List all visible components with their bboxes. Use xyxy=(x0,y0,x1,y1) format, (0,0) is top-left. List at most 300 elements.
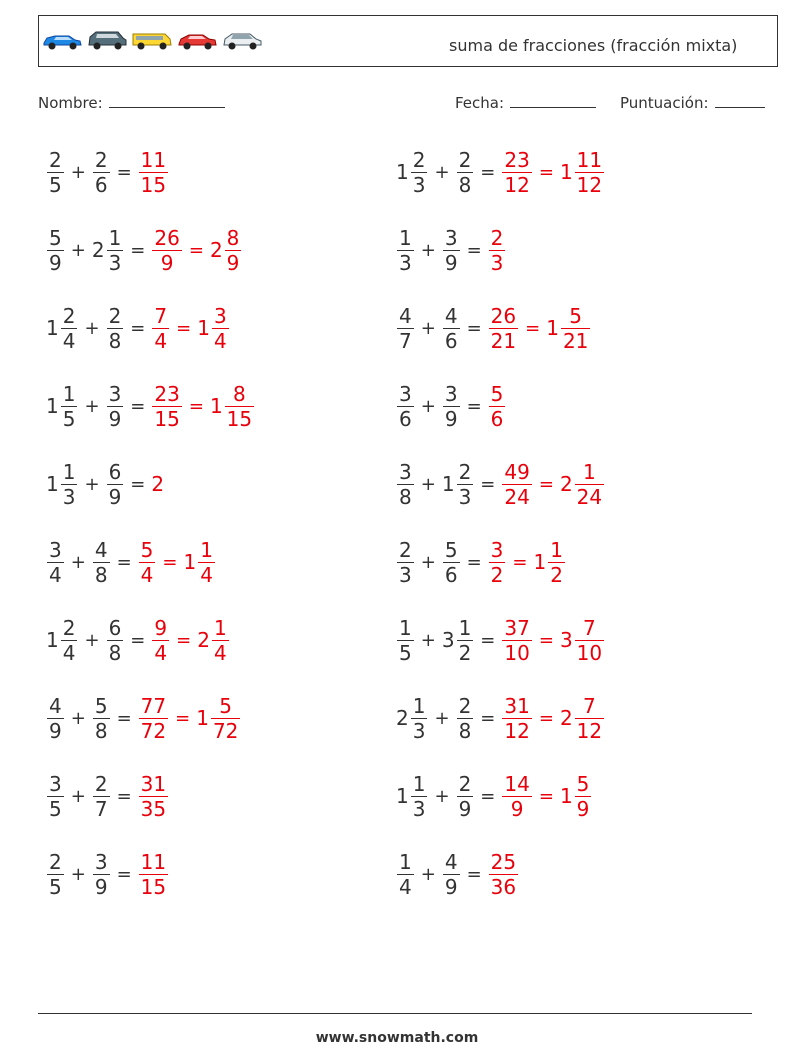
numerator: 8 xyxy=(233,381,246,406)
mixed-number xyxy=(92,226,124,275)
equals-sign: = xyxy=(538,707,554,729)
mixed-number xyxy=(501,616,532,665)
numerator: 3 xyxy=(490,537,504,562)
denominator: 15 xyxy=(140,172,167,197)
numerator: 2 xyxy=(49,849,62,874)
whole-part: 1 xyxy=(559,784,573,808)
name-blank[interactable] xyxy=(109,93,225,108)
whole-part: 1 xyxy=(46,472,59,496)
mixed-number xyxy=(396,538,415,587)
fraction xyxy=(489,226,506,275)
whole-part: 1 xyxy=(46,628,59,652)
equals-sign: = xyxy=(130,239,146,261)
denominator: 4 xyxy=(213,640,227,665)
fraction xyxy=(397,382,414,431)
fraction xyxy=(47,538,64,587)
numerator: 4 xyxy=(94,537,108,562)
mixed-number xyxy=(442,460,474,509)
fraction xyxy=(489,850,518,899)
numerator: 77 xyxy=(140,693,167,718)
problem-row xyxy=(46,764,169,828)
fraction xyxy=(397,538,414,587)
equals-sign: = xyxy=(116,785,132,807)
whole-part: 1 xyxy=(183,550,197,574)
mixed-number xyxy=(488,850,519,899)
footer-url: www.snowmath.com xyxy=(315,1030,479,1046)
denominator: 9 xyxy=(444,874,458,899)
equals-sign: = xyxy=(188,395,204,417)
fraction xyxy=(575,460,604,509)
whole-part: 2 xyxy=(209,238,223,262)
numerator: 7 xyxy=(583,615,596,640)
numerator: 1 xyxy=(412,771,426,796)
fraction xyxy=(548,538,565,587)
problem-row xyxy=(396,608,605,672)
denominator: 3 xyxy=(458,484,472,509)
fraction xyxy=(93,772,110,821)
numerator: 1 xyxy=(108,225,122,250)
numerator: 11 xyxy=(140,147,167,172)
answer xyxy=(488,304,592,353)
fraction xyxy=(47,148,64,197)
equals-sign: = xyxy=(176,629,192,651)
fraction xyxy=(211,694,240,743)
equals-sign: = xyxy=(130,629,146,651)
numerator: 2 xyxy=(458,459,472,484)
mixed-number xyxy=(488,382,507,431)
plus-sign: + xyxy=(84,395,100,417)
mixed-number xyxy=(442,226,461,275)
whole-part: 3 xyxy=(441,628,455,652)
problem-row xyxy=(396,218,506,282)
mixed-number xyxy=(456,148,475,197)
numerator: 4 xyxy=(444,849,458,874)
mixed-number xyxy=(396,304,415,353)
denominator: 4 xyxy=(399,874,412,899)
denominator: 3 xyxy=(399,250,412,275)
denominator: 15 xyxy=(154,406,180,431)
denominator: 9 xyxy=(160,250,174,275)
equals-sign: = xyxy=(116,551,132,573)
denominator: 12 xyxy=(576,172,603,197)
denominator: 72 xyxy=(140,718,167,743)
answer xyxy=(138,538,216,587)
numerator: 5 xyxy=(490,381,504,406)
whole-part: 1 xyxy=(396,160,409,184)
denominator: 36 xyxy=(490,874,517,899)
numerator: 1 xyxy=(412,693,426,718)
denominator: 8 xyxy=(94,562,108,587)
fraction xyxy=(397,304,414,353)
equals-sign: = xyxy=(538,161,554,183)
equals-sign: = xyxy=(538,473,554,495)
whole-part: 2 xyxy=(151,472,165,496)
name-field[interactable] xyxy=(38,93,225,112)
equals-sign: = xyxy=(116,161,132,183)
fraction xyxy=(502,148,531,197)
denominator: 6 xyxy=(94,172,108,197)
problem-row xyxy=(396,452,605,516)
mixed-number xyxy=(197,616,229,665)
numerator: 1 xyxy=(458,615,472,640)
denominator: 12 xyxy=(504,718,530,743)
problem-row xyxy=(396,374,506,438)
mixed-number xyxy=(138,772,169,821)
dark-suv-icon xyxy=(86,29,128,51)
numerator: 2 xyxy=(458,771,472,796)
date-field[interactable] xyxy=(455,93,596,112)
plus-sign: + xyxy=(434,161,450,183)
fraction xyxy=(575,148,604,197)
denominator: 3 xyxy=(399,562,412,587)
plus-sign: + xyxy=(420,317,436,339)
numerator: 1 xyxy=(213,615,227,640)
mixed-number xyxy=(210,382,255,431)
problem-grid xyxy=(0,140,794,940)
numerator: 3 xyxy=(108,381,122,406)
equals-sign: = xyxy=(130,317,146,339)
mixed-number xyxy=(46,148,65,197)
fraction xyxy=(107,226,124,275)
equals-sign: = xyxy=(466,239,482,261)
whole-part: 1 xyxy=(559,160,573,184)
answer xyxy=(151,304,229,353)
numerator: 9 xyxy=(154,615,168,640)
fraction xyxy=(139,148,168,197)
numerator: 31 xyxy=(140,771,167,796)
answer xyxy=(501,772,592,821)
denominator: 9 xyxy=(108,406,122,431)
fraction xyxy=(397,616,414,665)
mixed-number xyxy=(106,382,125,431)
fraction xyxy=(47,850,64,899)
fraction xyxy=(457,616,474,665)
answer xyxy=(501,694,605,743)
plus-sign: + xyxy=(420,395,436,417)
denominator: 9 xyxy=(444,406,458,431)
mixed-number xyxy=(560,616,605,665)
fraction xyxy=(93,694,110,743)
fraction xyxy=(225,226,242,275)
fraction xyxy=(575,616,604,665)
mixed-number xyxy=(560,694,605,743)
numerator: 2 xyxy=(490,225,504,250)
denominator: 3 xyxy=(490,250,504,275)
numerator: 2 xyxy=(412,147,426,172)
fraction xyxy=(107,382,124,431)
problem-row xyxy=(396,764,592,828)
fraction xyxy=(47,226,64,275)
denominator: 8 xyxy=(108,328,122,353)
answer xyxy=(138,772,169,821)
mixed-number xyxy=(488,538,507,587)
whole-part: 1 xyxy=(533,550,547,574)
denominator: 5 xyxy=(399,640,412,665)
numerator: 2 xyxy=(62,303,76,328)
equals-sign: = xyxy=(162,551,178,573)
whole-part: 3 xyxy=(559,628,573,652)
problem-row xyxy=(396,140,605,204)
whole-part: 1 xyxy=(46,316,59,340)
equals-sign: = xyxy=(480,785,496,807)
yellow-van-icon xyxy=(131,29,173,51)
plus-sign: + xyxy=(70,863,86,885)
mixed-number xyxy=(488,304,519,353)
whole-part: 2 xyxy=(396,706,409,730)
answer xyxy=(488,382,507,431)
fraction xyxy=(225,382,254,431)
plus-sign: + xyxy=(434,707,450,729)
mixed-number xyxy=(92,538,111,587)
mixed-number xyxy=(138,538,157,587)
numerator: 4 xyxy=(49,693,62,718)
fraction xyxy=(457,772,474,821)
denominator: 6 xyxy=(444,562,458,587)
numerator: 3 xyxy=(94,849,108,874)
equals-sign: = xyxy=(176,317,192,339)
fraction xyxy=(489,382,506,431)
equals-sign: = xyxy=(512,551,528,573)
fraction xyxy=(397,226,414,275)
denominator: 9 xyxy=(576,796,590,821)
mixed-number xyxy=(151,616,170,665)
numerator: 5 xyxy=(140,537,154,562)
equals-sign: = xyxy=(466,863,482,885)
mixed-number xyxy=(560,148,605,197)
answer xyxy=(138,148,169,197)
mixed-number xyxy=(46,382,78,431)
red-car-icon xyxy=(176,29,218,51)
denominator: 4 xyxy=(62,640,76,665)
denominator: 3 xyxy=(62,484,76,509)
denominator: 5 xyxy=(62,406,76,431)
denominator: 7 xyxy=(399,328,412,353)
equals-sign: = xyxy=(480,629,496,651)
fraction xyxy=(411,694,428,743)
mixed-number xyxy=(488,226,507,275)
mixed-number xyxy=(46,226,65,275)
worksheet-title: suma de fracciones (fracción mixta) xyxy=(449,36,738,55)
equals-sign: = xyxy=(116,707,132,729)
fraction xyxy=(61,616,78,665)
numerator: 2 xyxy=(62,615,76,640)
plus-sign: + xyxy=(70,161,86,183)
numerator: 25 xyxy=(490,849,517,874)
numerator: 49 xyxy=(504,459,530,484)
mixed-number xyxy=(138,148,169,197)
denominator: 3 xyxy=(412,796,426,821)
fraction xyxy=(502,616,531,665)
numerator: 8 xyxy=(226,225,240,250)
denominator: 6 xyxy=(399,406,412,431)
equals-sign: = xyxy=(480,161,496,183)
denominator: 9 xyxy=(458,796,472,821)
numerator: 3 xyxy=(444,225,458,250)
numerator: 4 xyxy=(444,303,458,328)
mixed-number xyxy=(546,304,591,353)
fraction xyxy=(457,460,474,509)
fraction xyxy=(198,538,215,587)
numerator: 11 xyxy=(576,147,603,172)
mixed-number xyxy=(560,772,592,821)
date-blank[interactable] xyxy=(510,93,596,108)
fraction xyxy=(443,850,460,899)
denominator: 9 xyxy=(226,250,240,275)
mixed-number xyxy=(501,772,532,821)
mixed-number xyxy=(396,772,428,821)
mixed-number xyxy=(46,772,65,821)
denominator: 5 xyxy=(49,874,62,899)
denominator: 5 xyxy=(49,796,62,821)
mixed-number xyxy=(396,226,415,275)
plus-sign: + xyxy=(70,551,86,573)
mixed-number xyxy=(106,616,125,665)
fraction xyxy=(489,538,506,587)
mixed-number xyxy=(442,382,461,431)
whole-part: 2 xyxy=(559,706,573,730)
answer xyxy=(151,472,165,496)
denominator: 2 xyxy=(458,640,472,665)
fraction xyxy=(152,304,169,353)
mixed-number xyxy=(442,304,461,353)
denominator: 4 xyxy=(213,328,227,353)
numerator: 5 xyxy=(94,693,108,718)
mixed-number xyxy=(501,148,532,197)
numerator: 11 xyxy=(140,849,167,874)
denominator: 15 xyxy=(140,874,167,899)
denominator: 5 xyxy=(49,172,62,197)
fraction xyxy=(61,382,78,431)
fraction xyxy=(489,304,518,353)
mixed-number xyxy=(501,460,532,509)
denominator: 9 xyxy=(510,796,524,821)
denominator: 2 xyxy=(490,562,504,587)
denominator: 3 xyxy=(108,250,122,275)
fraction xyxy=(152,382,181,431)
fraction xyxy=(152,226,181,275)
denominator: 9 xyxy=(49,718,62,743)
answer xyxy=(501,148,605,197)
plus-sign: + xyxy=(70,707,86,729)
fraction xyxy=(502,694,531,743)
fraction xyxy=(575,694,604,743)
equals-sign: = xyxy=(116,863,132,885)
answer xyxy=(151,226,242,275)
numerator: 26 xyxy=(154,225,180,250)
numerator: 1 xyxy=(583,459,596,484)
denominator: 4 xyxy=(154,640,168,665)
worksheet-header xyxy=(38,15,778,67)
denominator: 4 xyxy=(62,328,76,353)
whole-part: 1 xyxy=(196,706,209,730)
plus-sign: + xyxy=(434,785,450,807)
mixed-number xyxy=(396,616,415,665)
numerator: 7 xyxy=(154,303,168,328)
numerator: 23 xyxy=(504,147,530,172)
numerator: 23 xyxy=(154,381,180,406)
mixed-number xyxy=(46,616,78,665)
mixed-number xyxy=(442,850,461,899)
score-field[interactable] xyxy=(620,93,765,112)
fraction xyxy=(457,694,474,743)
car-icons xyxy=(41,29,263,51)
fraction xyxy=(47,772,64,821)
fraction xyxy=(212,304,229,353)
problem-row xyxy=(46,842,169,906)
plus-sign: + xyxy=(70,239,86,261)
mixed-number xyxy=(396,148,428,197)
denominator: 35 xyxy=(140,796,167,821)
numerator: 3 xyxy=(213,303,227,328)
numerator: 3 xyxy=(49,537,62,562)
mixed-number xyxy=(46,694,65,743)
plus-sign: + xyxy=(420,863,436,885)
denominator: 8 xyxy=(399,484,412,509)
mixed-number xyxy=(396,694,428,743)
numerator: 3 xyxy=(444,381,458,406)
score-label: Puntuación: xyxy=(620,94,709,112)
score-blank[interactable] xyxy=(715,93,765,108)
answer xyxy=(151,382,255,431)
answer xyxy=(488,538,566,587)
denominator: 24 xyxy=(504,484,530,509)
mixed-number xyxy=(442,538,461,587)
numerator: 5 xyxy=(219,693,233,718)
numerator: 2 xyxy=(458,693,472,718)
whole-part: 1 xyxy=(46,394,59,418)
denominator: 7 xyxy=(94,796,108,821)
denominator: 4 xyxy=(49,562,62,587)
fraction xyxy=(93,538,110,587)
fraction xyxy=(575,772,592,821)
plus-sign: + xyxy=(84,629,100,651)
whole-part: 2 xyxy=(91,238,105,262)
denominator: 21 xyxy=(562,328,589,353)
denominator: 15 xyxy=(226,406,253,431)
equals-sign: = xyxy=(480,707,496,729)
mixed-number xyxy=(138,694,169,743)
denominator: 8 xyxy=(108,640,122,665)
mixed-number xyxy=(138,850,169,899)
numerator: 4 xyxy=(399,303,412,328)
equals-sign: = xyxy=(466,551,482,573)
plus-sign: + xyxy=(420,629,436,651)
mixed-number xyxy=(106,304,125,353)
numerator: 3 xyxy=(49,771,62,796)
denominator: 3 xyxy=(412,172,426,197)
mixed-number xyxy=(46,850,65,899)
denominator: 72 xyxy=(212,718,239,743)
fraction xyxy=(397,460,414,509)
numerator: 37 xyxy=(504,615,530,640)
mixed-number xyxy=(396,850,415,899)
footer-divider xyxy=(38,1013,752,1014)
answer xyxy=(501,460,605,509)
mixed-number xyxy=(560,460,605,509)
mixed-number xyxy=(396,382,415,431)
answer xyxy=(501,616,605,665)
problem-row xyxy=(46,374,255,438)
denominator: 10 xyxy=(504,640,530,665)
name-label: Nombre: xyxy=(38,94,103,112)
problem-row xyxy=(396,686,605,750)
problem-row xyxy=(46,218,242,282)
fraction xyxy=(443,382,460,431)
equals-sign: = xyxy=(466,395,482,417)
mixed-number xyxy=(92,772,111,821)
fraction xyxy=(502,460,531,509)
numerator: 6 xyxy=(108,459,122,484)
